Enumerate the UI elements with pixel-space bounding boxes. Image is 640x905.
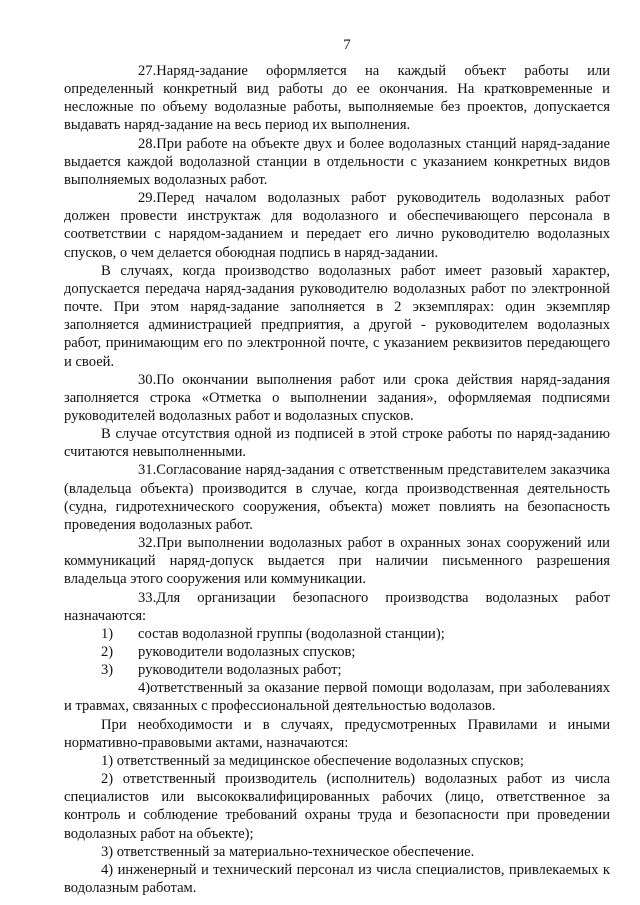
list-item: 2) ответственный производитель (исполнитель) водолазных работ из числа специалистов или высококвалифицированных рабочих (лицо, ответственное за контроль и соблюдение требований охраны труда и безопасности при проведении водолазных работ на объекте); (64, 771, 610, 842)
list-item-number: 2) (101, 644, 114, 660)
paragraph-30 (64, 371, 610, 425)
paragraph-31 (64, 461, 610, 534)
paragraph-text: В случае отсутствия одной из подписей в этой строке работы по наряд-заданию считаются невыполненными. (64, 426, 610, 461)
paragraph-text: Согласование наряд-задания с ответственным представителем заказчика (владельца объекта) производится в случае, когда производственная деятельность (судна, гидротехнического сооружения, объекта) может повлиять на безопасность проведения водолазных работ. (64, 462, 610, 533)
paragraph-number: 30. (138, 371, 157, 388)
list-item (64, 643, 610, 661)
paragraph-29 (64, 189, 610, 262)
page-number: 7 (343, 37, 351, 53)
paragraph-additional-intro: При необходимости и в случаях, предусмотренных Правилами и иными нормативно-правовыми актами, назначаются: (64, 716, 610, 751)
paragraph-27 (64, 62, 610, 135)
list-item-number: 4) (138, 680, 151, 697)
paragraph-number: 31. (138, 462, 157, 479)
paragraph-text: Наряд-задание оформляется на каждый объект работы или определенный конкретный вид работы до ее окончания. На кратковременные и несложные по объему водолазные работы, выполняемые без проектов, допускается выдавать наряд-задание на весь период их выполнения. (64, 63, 610, 134)
paragraph-29-continued (64, 262, 610, 371)
list-item: 1) ответственный за медицинское обеспечение водолазных спусков; (101, 752, 524, 769)
paragraph-number: 33. (138, 589, 157, 606)
list-item-text: руководители водолазных спусков; (138, 644, 356, 660)
paragraph-28 (64, 135, 610, 189)
paragraph-text: Перед началом водолазных работ руководитель водолазных работ должен провести инструктаж для водолазного и обеспечивающего персонала в соответствии с нарядом-заданием и передает его лично руководителю водолазных спусков, о чем делается обоюдная подпись в наряд-задании. (64, 190, 610, 261)
list-item: 3) ответственный за материально-техническое обеспечение. (101, 843, 475, 860)
list-item-number: 3) (101, 662, 114, 679)
list-item-number: 1) (101, 625, 114, 642)
paragraph-32 (64, 534, 610, 588)
paragraph-33 (64, 589, 610, 625)
list-item (64, 679, 610, 715)
list-item: 4) инженерный и технический персонал из числа специалистов, привлекаемых к водолазным работам. (64, 861, 610, 897)
list-item-text: руководители водолазных работ; (138, 662, 342, 679)
paragraph-number: 32. (138, 535, 157, 552)
list-item-text: ответственный за оказание первой помощи водолазам, при заболеваниях и травмах, связанных с профессиональной деятельностью водолазов. (64, 680, 610, 715)
paragraph-text: По окончании выполнения работ или срока действия наряд-задания заполняется строка «Отметка о выполнении задания», оформляемая подписями руководителей водолазных работ и водолазных спусков. (64, 371, 610, 424)
paragraph-number: 27. (138, 63, 157, 79)
paragraph-number: 29. (138, 190, 157, 207)
paragraph-number: 28. (138, 135, 157, 152)
paragraph-30-continued (64, 425, 610, 461)
list-item (64, 625, 610, 643)
paragraph-text: В случаях, когда производство водолазных работ имеет разовый характер, допускается передача наряд-задания руководителю водолазных работ по электронной почте. При этом наряд-задание заполняется в 2 экземплярах: один экземпляр заполняется администрацией предприятия, а другой - руководителем водолазных работ, принимающим его по электронной почте, с указанием реквизитов передающего и своей. (64, 262, 610, 370)
list-item-text: состав водолазной группы (водолазной станции); (138, 625, 445, 642)
paragraph-text: Для организации безопасного производства водолазных работ назначаются: (64, 589, 610, 624)
paragraph-text: При выполнении водолазных работ в охранных зонах сооружений или коммуникаций наряд-допуск выдается при наличии письменного разрешения владельца этого сооружения или коммуникации. (64, 535, 610, 588)
paragraph-text: При работе на объекте двух и более водолазных станций наряд-задание выдается каждой водолазной станции в отдельности с указанием конкретных видов выполняемых водолазных работ. (64, 135, 610, 188)
list-item (64, 661, 610, 679)
